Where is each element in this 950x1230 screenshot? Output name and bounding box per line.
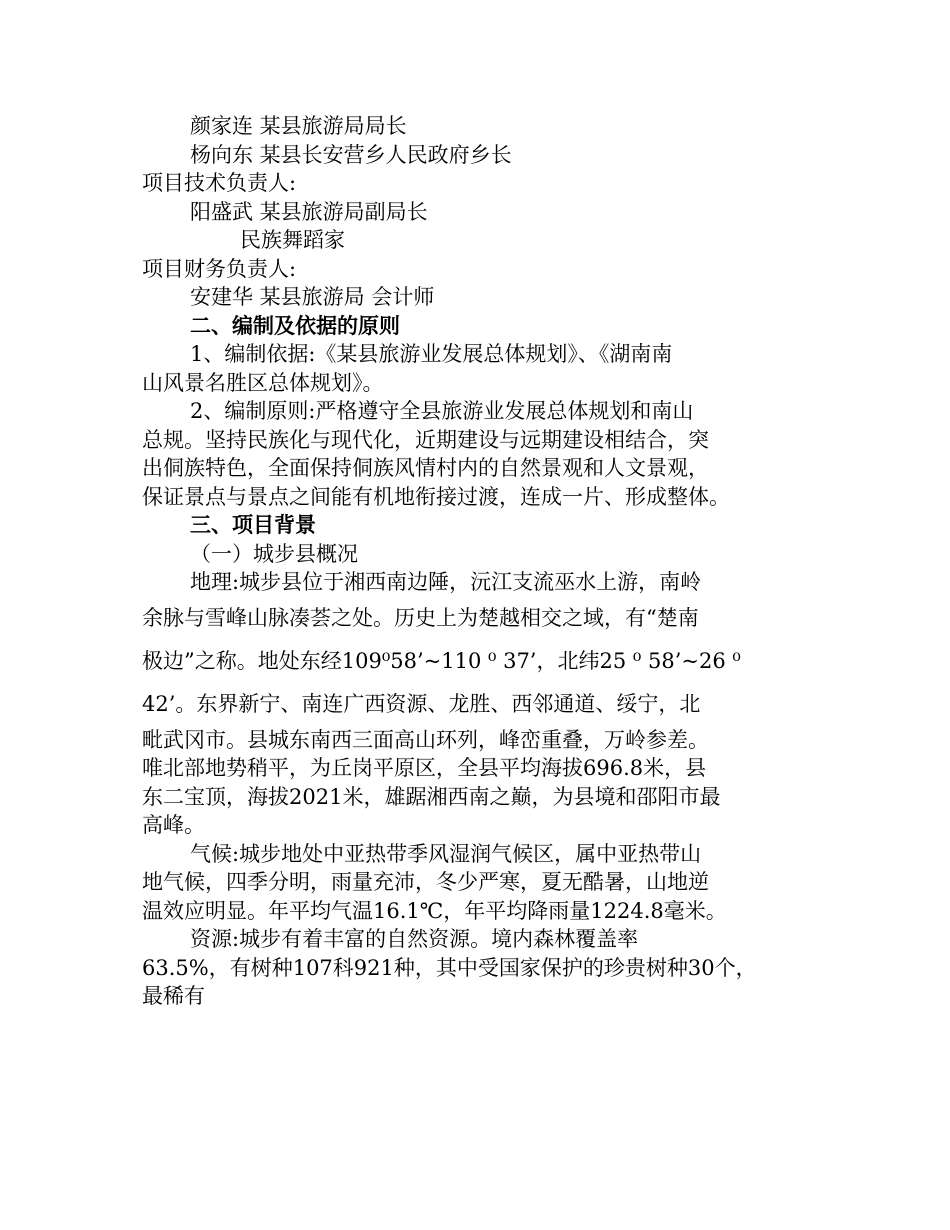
subsection-heading: （一）城步县概况 (190, 541, 358, 566)
paragraph-line: 东二宝顶，海拔2021米，雄踞湘西南之巅，为县境和邵阳市最 (142, 784, 721, 809)
paragraph-line: 极边”之称。地处东经109⁰58’~110 ⁰ 37’，北纬25 ⁰ 58’~26 ⁰ (142, 648, 741, 673)
paragraph-line: 地理:城步县位于湘西南边陲，沅江支流巫水上游，南岭 (190, 570, 702, 594)
paragraph-line: 1、编制依据:《某县旅游业发展总体规划》、《湖南南 (190, 342, 673, 366)
paragraph-line: 出侗族特色，全面保持侗族风情村内的自然景观和人文景观， (142, 456, 709, 480)
paragraph-line: 毗武冈市。县城东南西三面高山环列，峰峦重叠，万岭参差。 (142, 727, 709, 752)
paragraph-line: 2、编制原则:严格遵守全县旅游业发展总体规划和南山 (190, 399, 694, 423)
staff-line: 杨向东 某县长安营乡人民政府乡长 (190, 142, 512, 167)
paragraph-line: 最稀有 (142, 984, 205, 1008)
paragraph-line: 地气候，四季分明，雨量充沛，冬少严寒，夏无酷暑，山地逆 (142, 870, 709, 894)
paragraph-line: 山风景名胜区总体规划》。 (142, 370, 384, 395)
paragraph-line: 资源:城步有着丰富的自然资源。境内森林覆盖率 (190, 927, 639, 951)
document-body (142, 112, 832, 1011)
paragraph-line: 总规。坚持民族化与现代化，近期建设与远期建设相结合，突 (142, 427, 709, 452)
finance-lead-line: 安建华 某县旅游局 会计师 (190, 285, 435, 309)
paragraph-line: 63.5%，有树种107科921种，其中受国家保护的珍贵树种30个， (142, 955, 757, 980)
tech-lead-line: 阳盛武 某县旅游局副局长 (190, 199, 428, 224)
section-heading: 三、项目背景 (190, 513, 316, 537)
staff-line: 颜家连 某县旅游局局长 (190, 114, 407, 138)
tech-lead-label: 项目技术负责人: (142, 171, 297, 195)
paragraph-line: 唯北部地势稍平，为丘岗平原区，全县平均海拔696.8米，县 (142, 756, 707, 780)
paragraph-line: 42’。东界新宁、南连广西资源、龙胜、西邻通道、绥宁，北 (142, 691, 701, 716)
section-heading: 二、编制及依据的原则 (190, 313, 400, 338)
paragraph-line: 保证景点与景点之间能有机地衔接过渡，连成一片、形成整体。 (142, 484, 730, 509)
finance-lead-label: 项目财务负责人: (142, 256, 297, 281)
tech-lead-line: 民族舞蹈家 (240, 228, 345, 252)
paragraph-line: 气候:城步地处中亚热带季风湿润气候区，属中亚热带山 (190, 841, 702, 866)
paragraph-line: 高峰。 (142, 813, 205, 837)
paragraph-line: 温效应明显。年平均气温16.1℃，年平均降雨量1224.8毫米。 (142, 898, 727, 923)
paragraph-line: 余脉与雪峰山脉凑荟之处。历史上为楚越相交之域，有“楚南 (142, 605, 699, 630)
